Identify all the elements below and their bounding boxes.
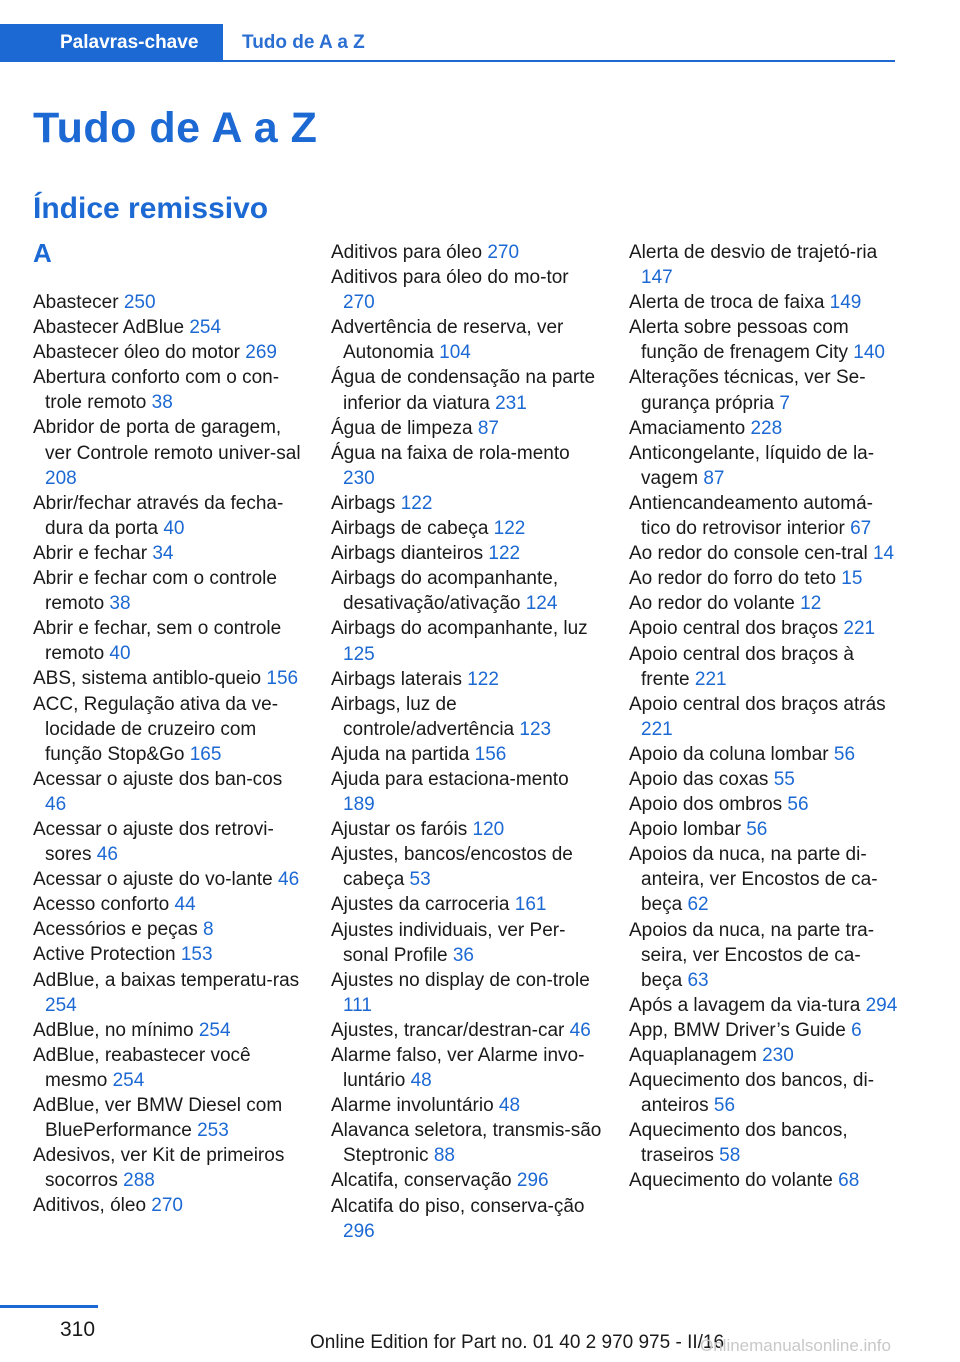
index-entry — [331, 1194, 603, 1244]
index-page-link[interactable]: 63 — [687, 969, 709, 991]
index-entry — [331, 667, 603, 692]
index-entry-term: Alerta sobre pessoas com função de frenagem City — [629, 317, 854, 364]
index-page-link[interactable]: 231 — [495, 392, 527, 414]
index-entry-term: Aquecimento dos bancos, di‐anteiros — [629, 1070, 875, 1117]
index-page-link[interactable]: 38 — [151, 392, 173, 414]
index-page-link[interactable]: 230 — [762, 1045, 794, 1066]
index-page-link[interactable]: 38 — [109, 593, 131, 615]
index-entry — [629, 1068, 899, 1118]
index-entry — [331, 817, 603, 842]
index-page-link[interactable]: 221 — [694, 668, 727, 690]
index-page-link[interactable]: 67 — [850, 518, 872, 540]
index-entry-term: Apoio central dos braços atrás — [629, 693, 886, 715]
index-entry — [629, 416, 899, 441]
index-entry — [33, 1043, 303, 1093]
index-entry-term: Airbags dianteiros — [331, 543, 489, 565]
index-entry — [33, 566, 303, 616]
watermark: Onlinemanualsonline.info — [700, 1336, 891, 1355]
index-entry — [33, 616, 303, 666]
index-entry-term: Abastecer óleo do motor — [33, 342, 246, 364]
index-entry — [33, 817, 303, 867]
index-entry-term: Apoio das coxas — [629, 768, 774, 790]
page-number-bar — [0, 1305, 98, 1308]
index-entry — [331, 968, 603, 1018]
index-entry — [629, 240, 899, 290]
index-entry — [629, 566, 899, 591]
index-column-2 — [331, 240, 603, 1244]
index-entry — [33, 340, 303, 365]
index-page-link[interactable]: 36 — [452, 944, 474, 966]
index-page-link[interactable]: 122 — [400, 492, 433, 514]
index-entry-term: Aquecimento dos bancos, traseiros — [629, 1120, 848, 1167]
index-page-link[interactable]: 221 — [843, 618, 876, 640]
index-entry-term: Alarme falso, ver Alarme invo‐luntário — [331, 1045, 585, 1092]
index-entry-term: Apoio central dos braços à frente — [629, 643, 854, 690]
index-entry-term: App, BMW Driver’s Guide — [629, 1019, 852, 1041]
index-entry-term: Ajustes, bancos/encostos de cabeça — [331, 844, 573, 891]
page-number: 310 — [60, 1318, 96, 1341]
index-entry — [331, 441, 603, 491]
index-page-link[interactable]: 208 — [45, 467, 77, 489]
index-page-link[interactable]: 253 — [197, 1120, 229, 1142]
section-title: Índice remissivo — [33, 192, 269, 225]
index-entry — [331, 616, 603, 666]
index-entry-term: Antiencandeamento automá‐tico do retrovisor interior — [629, 492, 873, 540]
index-entry — [331, 516, 603, 541]
index-entry-term: Alterações técnicas, ver Se‐gurança própria — [629, 367, 866, 414]
index-entry — [33, 692, 303, 767]
page-title: Tudo de A a Z — [33, 104, 318, 152]
index-entry — [629, 591, 899, 616]
index-page-link[interactable]: 56 — [787, 794, 809, 816]
index-entry — [33, 767, 303, 817]
tab-underline — [223, 60, 895, 62]
index-entry — [331, 1093, 603, 1118]
index-column-1 — [33, 240, 303, 1218]
index-entry-term: Amaciamento — [629, 417, 751, 439]
index-page-link[interactable]: 228 — [750, 417, 783, 439]
index-entry — [331, 918, 603, 968]
index-entry — [33, 867, 303, 892]
index-entry — [33, 1193, 303, 1218]
index-page-link[interactable]: 40 — [163, 517, 185, 539]
index-page-link[interactable]: 254 — [45, 994, 77, 1016]
index-page-link[interactable]: 68 — [838, 1170, 860, 1192]
index-page-link[interactable]: 104 — [439, 342, 471, 364]
index-entry-term: Água de condensação na parte inferior da viatura — [331, 367, 596, 414]
index-page-link[interactable]: 221 — [641, 718, 673, 740]
index-entry-term: Apoio da coluna lombar — [629, 743, 834, 765]
index-entry — [331, 692, 603, 742]
index-page-link[interactable]: 270 — [487, 242, 520, 263]
index-page-link[interactable]: 48 — [498, 1095, 521, 1117]
index-entry — [331, 416, 603, 441]
index-entry-term: Airbags do acompanhante, luz — [331, 618, 588, 640]
index-entry-term: Aditivos para óleo do mo‐tor — [331, 267, 569, 289]
index-page-link[interactable]: 254 — [189, 317, 222, 339]
index-entry-term: Ajustes da carroceria — [331, 894, 515, 916]
index-entry-term: Abertura conforto com o con‐trole remoto — [33, 367, 280, 414]
index-entry-term: Alcatifa, conservação — [331, 1170, 517, 1192]
index-entry — [331, 742, 603, 767]
header-tabs — [0, 24, 895, 62]
index-page-link[interactable]: 165 — [189, 743, 222, 765]
index-entry — [33, 942, 303, 967]
index-entry-term: Alerta de troca de faixa — [629, 292, 830, 314]
index-page-link[interactable]: 34 — [152, 542, 174, 564]
index-entry-term: Abrir e fechar com o controle remoto — [33, 568, 277, 615]
index-page-link[interactable]: 46 — [569, 1019, 591, 1041]
index-page-link[interactable]: 14 — [872, 543, 895, 565]
index-page-link[interactable]: 46 — [278, 869, 300, 891]
index-page-link[interactable]: 296 — [343, 1220, 375, 1242]
index-entry — [629, 1168, 899, 1193]
index-entry-term: AdBlue, ver BMW Diesel com BluePerformance — [33, 1095, 283, 1142]
index-entry — [629, 792, 899, 817]
index-page-link[interactable]: 123 — [519, 718, 552, 740]
index-entry-term: Água de limpeza — [331, 417, 478, 439]
index-entry — [331, 842, 603, 892]
index-entry-term: Acesso conforto — [33, 894, 175, 916]
index-page-link[interactable]: 296 — [516, 1170, 549, 1192]
index-entry — [331, 1118, 603, 1168]
index-entry — [33, 1093, 303, 1143]
index-entry — [629, 491, 899, 541]
index-entry-term: ACC, Regulação ativa da ve‐locidade de cruzeiro com função Stop&Go — [33, 693, 279, 765]
index-entry-term: Ajustes, trancar/destran‐car — [331, 1019, 570, 1041]
index-entry — [629, 918, 899, 993]
index-page-link[interactable]: 189 — [343, 794, 375, 816]
index-page-link[interactable]: 7 — [779, 392, 790, 414]
index-entry-term: Abrir/fechar através da fecha‐dura da porta — [33, 492, 284, 539]
index-entry-term: Abrir e fechar — [33, 542, 153, 564]
index-page-link[interactable]: 56 — [746, 819, 768, 841]
index-entry-term: Apoios da nuca, na parte tra‐seira, ver Encostos de ca‐beça — [629, 919, 875, 991]
index-entry-term: AdBlue, a baixas temperatu‐ras — [33, 969, 300, 991]
index-entry-term: Apoio dos ombros — [629, 794, 788, 816]
tab-palavras-chave[interactable]: Palavras-chave — [0, 24, 223, 62]
index-page-link[interactable]: 122 — [493, 518, 526, 540]
index-entry-term: Apoios da nuca, na parte di‐anteira, ver Encostos de ca‐beça — [629, 844, 878, 916]
index-entry — [629, 1043, 899, 1068]
index-entry-term: Ajuda na partida — [331, 743, 475, 765]
index-entry-term: Apoio central dos braços — [629, 618, 844, 640]
index-entry — [33, 968, 303, 1018]
index-page-link[interactable]: 124 — [525, 593, 558, 615]
index-page-link[interactable]: 53 — [409, 869, 431, 891]
index-entry — [33, 1018, 303, 1043]
index-entry — [33, 1143, 303, 1193]
index-entry-term: Alavanca seletora, transmis‐são Steptronic — [331, 1120, 602, 1167]
index-entry-term: Ajuda para estaciona‐mento — [331, 768, 569, 790]
index-page-link[interactable]: 288 — [123, 1170, 155, 1192]
index-page-link[interactable]: 46 — [45, 793, 67, 815]
index-entry — [331, 767, 603, 817]
index-entry-term: Adesivos, ver Kit de primeiros socorros — [33, 1145, 285, 1192]
index-page-link[interactable]: 161 — [514, 894, 547, 916]
index-entry-term: Alarme involuntário — [331, 1095, 499, 1117]
index-entry-term: Apoio lombar — [629, 819, 747, 841]
index-entry-term: Acessar o ajuste dos retrovi‐sores — [33, 818, 274, 866]
index-entry — [629, 315, 899, 365]
index-entry-term: Ao redor do forro do teto — [629, 568, 842, 590]
index-entry-term: Airbags de cabeça — [331, 518, 494, 540]
index-entry-term: Airbags — [331, 492, 401, 514]
index-page-link[interactable]: 156 — [266, 668, 299, 690]
index-entry-term: Ao redor do volante — [629, 593, 801, 615]
index-page-link[interactable]: 12 — [800, 593, 822, 615]
index-entry — [33, 415, 303, 490]
index-entry-term: Aquecimento do volante — [629, 1170, 839, 1192]
index-entry — [629, 616, 899, 641]
index-entry-term: Advertência de reserva, ver Autonomia — [331, 317, 564, 364]
index-entry-term: Abrir e fechar, sem o controle remoto — [33, 618, 282, 665]
index-page-link[interactable]: 122 — [467, 668, 499, 690]
index-entry-term: Aditivos, óleo — [33, 1195, 152, 1217]
index-letter: A — [33, 238, 52, 268]
index-page-link[interactable]: 125 — [343, 643, 375, 665]
index-page-link[interactable]: 87 — [703, 467, 725, 489]
index-entry — [331, 315, 603, 365]
index-page-link[interactable]: 149 — [829, 292, 862, 314]
index-entry-term: Alcatifa do piso, conserva‐ção — [331, 1195, 585, 1217]
index-page-link[interactable]: 56 — [713, 1095, 736, 1117]
index-page-link[interactable]: 46 — [96, 844, 118, 866]
index-entry — [629, 642, 899, 692]
index-page-link[interactable]: 8 — [203, 919, 214, 941]
index-entry-term: Abastecer AdBlue — [33, 317, 190, 339]
index-entry-term: Airbags, luz de controle/advertência — [331, 693, 520, 740]
index-page-link[interactable]: 147 — [641, 267, 673, 289]
index-entry-term: Acessar o ajuste do vo‐lante — [33, 869, 279, 891]
index-entry-term: Anticongelante, líquido de la‐vagem — [629, 442, 875, 489]
tab-tudo-de-a-a-z[interactable]: Tudo de A a Z — [242, 32, 365, 53]
index-entry — [331, 566, 603, 616]
index-page-link[interactable]: 58 — [719, 1145, 741, 1167]
index-entry — [629, 365, 899, 415]
index-entry — [331, 1168, 603, 1193]
index-entry — [629, 692, 899, 742]
index-entry-term: AdBlue, reabastecer você mesmo — [33, 1044, 251, 1091]
index-page-link[interactable]: 111 — [343, 994, 372, 1016]
index-entry-term: Acessar o ajuste dos ban‐cos — [33, 768, 283, 790]
index-entry-term: Abridor de porta de garagem, ver Controle remoto univer‐sal — [33, 417, 301, 464]
index-entry-term: Abastecer — [33, 292, 124, 313]
index-page-link[interactable]: 40 — [109, 643, 131, 665]
index-entry — [331, 892, 603, 917]
index-entry-term: Água na faixa de rola‐mento — [331, 442, 570, 464]
index-entry-term: Após a lavagem da via‐tura — [629, 994, 866, 1016]
index-entry — [33, 666, 303, 691]
index-entry — [629, 1018, 899, 1043]
index-page-link[interactable]: 56 — [833, 743, 856, 765]
index-page-link[interactable]: 254 — [198, 1019, 231, 1041]
index-entry — [629, 541, 899, 566]
index-entry — [331, 365, 603, 415]
index-entry — [33, 315, 303, 340]
index-entry — [331, 1018, 603, 1043]
index-entry — [331, 1043, 603, 1093]
index-page-link[interactable]: 230 — [343, 467, 375, 489]
index-entry — [629, 1118, 899, 1168]
index-entry — [33, 290, 303, 315]
index-entry — [33, 892, 303, 917]
index-page-link[interactable]: 122 — [488, 543, 521, 565]
index-entry-term: Active Protection — [33, 944, 181, 966]
index-entry-term: Ao redor do console cen‐tral — [629, 543, 873, 565]
index-entry — [629, 842, 899, 917]
index-entry-term: Airbags do acompanhante, desativação/ativação — [331, 568, 559, 615]
index-entry — [629, 441, 899, 491]
index-entry-term: AdBlue, no mínimo — [33, 1019, 199, 1041]
index-page-link[interactable]: 87 — [477, 417, 499, 439]
index-entry — [33, 365, 303, 415]
index-page-link[interactable]: 15 — [841, 568, 863, 590]
index-entry-term: Ajustes no display de con‐trole — [331, 969, 590, 991]
index-page-link[interactable]: 62 — [687, 894, 709, 916]
index-page-link[interactable]: 44 — [174, 894, 196, 916]
index-entry — [33, 491, 303, 541]
index-page-link[interactable]: 156 — [474, 743, 507, 765]
index-page-link[interactable]: 55 — [773, 768, 795, 790]
index-page-link[interactable]: 153 — [180, 944, 213, 966]
index-page-link[interactable]: 270 — [343, 292, 375, 314]
index-page-link[interactable]: 250 — [123, 292, 156, 313]
index-entry — [629, 290, 899, 315]
index-entry-term: Acessórios e peças — [33, 919, 204, 941]
index-entry — [629, 742, 899, 767]
index-entry-term: Ajustar os faróis — [331, 819, 473, 841]
index-page-link[interactable]: 140 — [853, 342, 885, 364]
index-entry — [33, 541, 303, 566]
index-page-link[interactable]: 269 — [245, 342, 277, 364]
index-column-3 — [629, 240, 899, 1194]
index-page-link[interactable]: 48 — [410, 1070, 432, 1092]
index-page-link[interactable]: 88 — [433, 1145, 455, 1167]
footer-edition: Online Edition for Part no. 01 40 2 970 975 - II/16 — [310, 1332, 725, 1353]
index-entry — [331, 541, 603, 566]
index-entry — [629, 767, 899, 792]
index-entry — [629, 817, 899, 842]
index-page-link[interactable]: 270 — [151, 1195, 183, 1217]
index-entry — [629, 993, 899, 1018]
index-entry-term: Airbags laterais — [331, 668, 468, 690]
index-entry-term: Aquaplanagem — [629, 1045, 763, 1066]
index-entry-term: Ajustes individuais, ver Per‐sonal Profile — [331, 919, 566, 966]
index-entry-term: Aditivos para óleo — [331, 242, 488, 263]
index-page-link[interactable]: 6 — [851, 1019, 862, 1041]
index-page-link[interactable]: 294 — [865, 994, 898, 1016]
index-entry-term: Alerta de desvio de trajetó‐ria — [629, 242, 878, 263]
index-entry-term: ABS, sistema antiblo‐queio — [33, 668, 267, 690]
index-entry — [331, 491, 603, 516]
index-page-link[interactable]: 254 — [112, 1069, 145, 1091]
index-page-link[interactable]: 120 — [472, 819, 505, 841]
index-entry — [33, 917, 303, 942]
index-entry — [331, 240, 603, 265]
index-entry — [331, 265, 603, 315]
